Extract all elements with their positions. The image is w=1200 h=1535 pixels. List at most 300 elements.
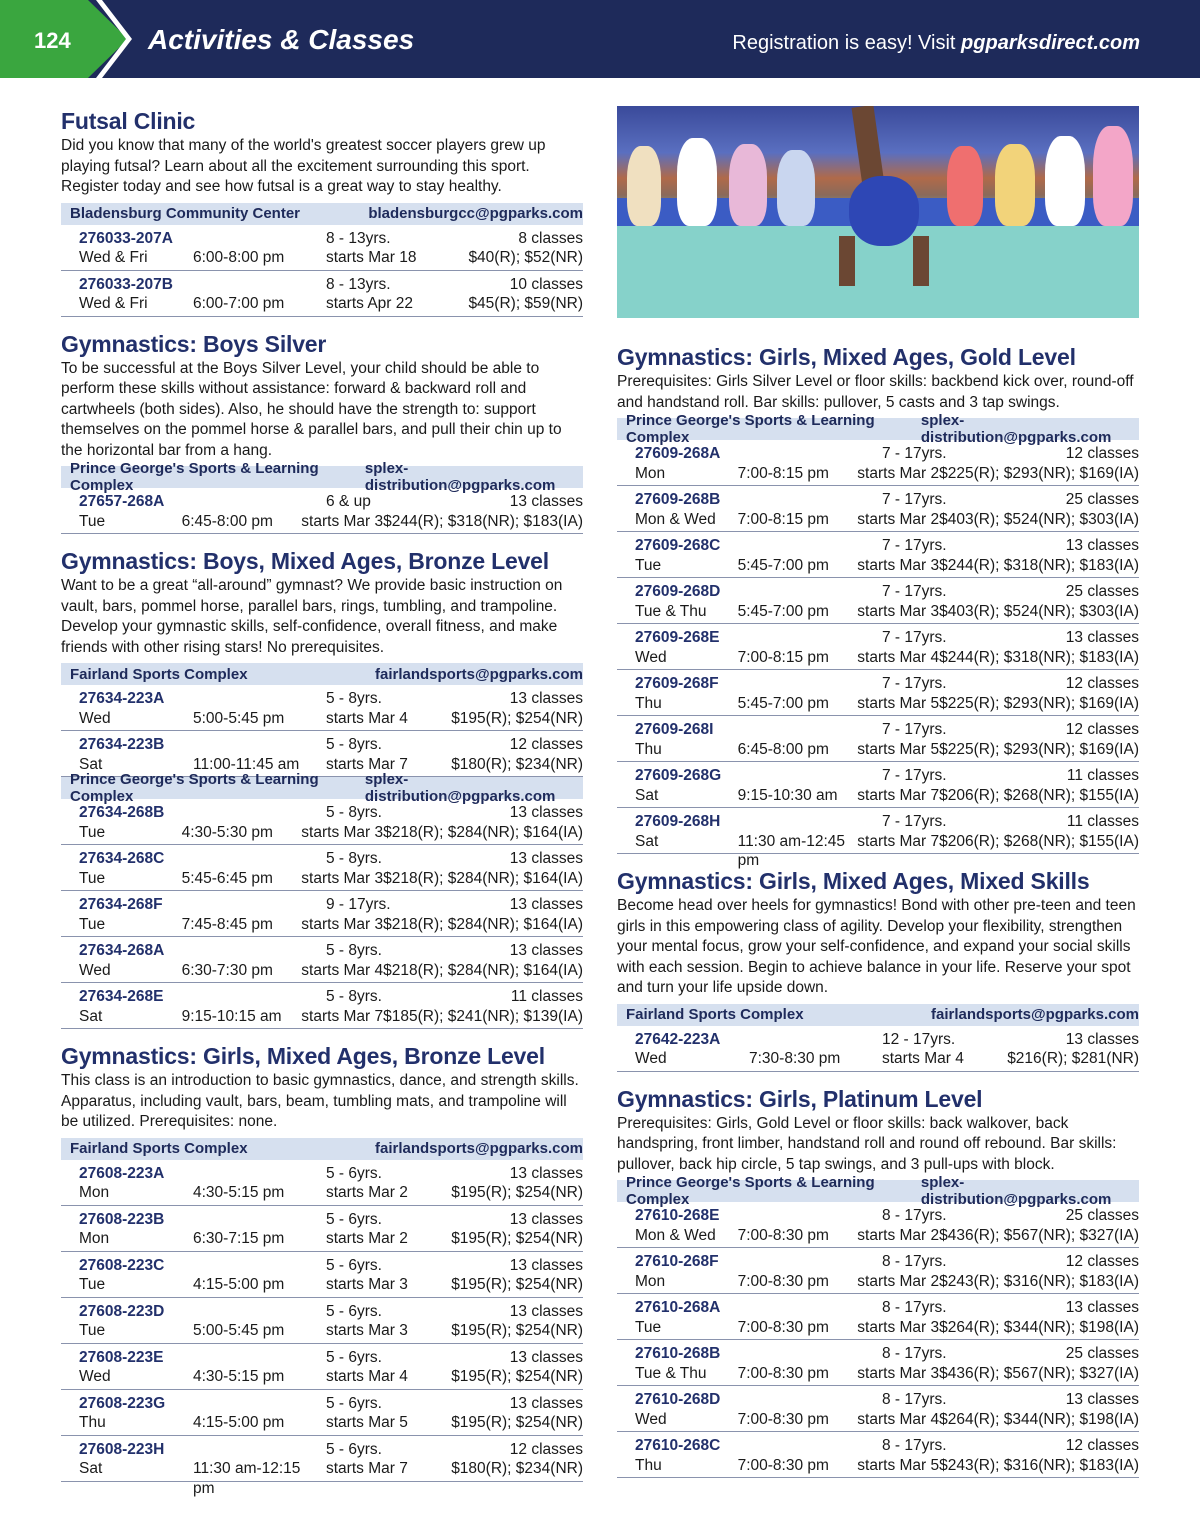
- class-start-date: starts Mar 3: [857, 556, 940, 574]
- class-count: 12 classes: [509, 1440, 583, 1458]
- class-row-line2: [79, 1413, 583, 1433]
- location-name: Prince George's Sports & Learning Complex: [626, 1174, 875, 1208]
- class-time: 7:00-8:30 pm: [737, 1272, 829, 1290]
- class-code[interactable]: 27642-223A: [635, 1030, 721, 1048]
- kid-shape: [1093, 126, 1133, 226]
- kid-shape: [947, 146, 983, 226]
- class-time: 4:30-5:15 pm: [193, 1184, 285, 1201]
- class-day: Sat: [635, 786, 659, 804]
- class-time: 7:00-8:15 pm: [737, 648, 829, 666]
- location-email-link[interactable]: splex-distribution@pgparks.com: [920, 412, 1112, 446]
- class-row-line2: [79, 294, 583, 314]
- class-code[interactable]: 27610-268C: [635, 1437, 721, 1454]
- class-row: [617, 808, 1139, 869]
- location-email-link[interactable]: splex-distribution@pgparks.com: [364, 460, 556, 494]
- class-count: 25 classes: [1065, 1345, 1139, 1362]
- class-row-line1: [79, 849, 583, 869]
- class-fee: $403(R); $524(NR); $303(IA): [939, 602, 1139, 620]
- class-fee: $195(R); $254(NR): [451, 1276, 583, 1293]
- class-time: 5:00-5:45 pm: [193, 1322, 285, 1339]
- class-time: 9:15-10:15 am: [181, 1007, 282, 1025]
- class-row-line2: [635, 1272, 1139, 1292]
- location-email-link[interactable]: fairlandsports@pgparks.com: [374, 665, 583, 683]
- class-code[interactable]: 27609-268D: [635, 583, 721, 600]
- class-day: Tue: [635, 1318, 662, 1336]
- class-code[interactable]: 27634-268C: [79, 850, 165, 867]
- class-ages: 8 - 17yrs.: [882, 1253, 947, 1270]
- class-row-line1: [79, 1164, 583, 1184]
- location-name: Prince George's Sports & Learning Complex: [70, 460, 319, 494]
- class-count: 13 classes: [509, 493, 583, 510]
- class-fee: $244(R); $318(NR); $183(IA): [939, 556, 1139, 574]
- class-start-date: starts Mar 4: [301, 961, 384, 979]
- class-code[interactable]: 276033-207A: [79, 229, 173, 247]
- class-row-line2: [79, 1007, 583, 1027]
- class-ages: 8 - 17yrs.: [882, 1207, 947, 1224]
- class-time: 4:15-5:00 pm: [193, 1276, 285, 1293]
- class-time: 7:00-8:30 pm: [737, 1226, 829, 1244]
- class-count: 12 classes: [1065, 1437, 1139, 1454]
- class-start-date: starts Mar 5: [326, 1414, 408, 1431]
- class-fee: $244(R); $318(NR); $183(IA): [383, 512, 583, 530]
- class-ages: 7 - 17yrs.: [882, 767, 947, 784]
- class-fee: $436(R); $567(NR); $327(IA): [939, 1364, 1139, 1382]
- class-time: 11:30 am-12:45 pm: [737, 832, 846, 869]
- class-code[interactable]: 27634-268E: [79, 988, 164, 1005]
- class-code[interactable]: 27610-268E: [635, 1207, 720, 1224]
- program-title: Gymnastics: Girls, Platinum Level: [617, 1085, 983, 1112]
- class-row-line1: [635, 1436, 1139, 1456]
- class-count: 13 classes: [1065, 1391, 1139, 1408]
- class-row: [617, 1386, 1139, 1432]
- class-start-date: starts Mar 2: [857, 464, 940, 482]
- class-ages: 7 - 17yrs.: [882, 675, 947, 692]
- class-start-date: starts Mar 4: [326, 709, 408, 727]
- class-row-line2: [635, 556, 1139, 576]
- class-count: 13 classes: [509, 1302, 583, 1320]
- location-header: [617, 412, 1139, 446]
- class-count: 12 classes: [1065, 445, 1139, 462]
- class-count: 12 classes: [1065, 721, 1139, 738]
- gymnast-arm-shape: [913, 236, 929, 286]
- class-row-line2: [79, 1459, 583, 1498]
- class-day: Wed: [79, 961, 111, 979]
- class-code[interactable]: 27609-268A: [635, 445, 721, 462]
- class-row: [61, 799, 583, 845]
- class-time: 6:45-8:00 pm: [737, 740, 829, 758]
- class-row: [61, 937, 583, 983]
- class-fee: $243(R); $316(NR); $183(IA): [939, 1272, 1139, 1290]
- class-count: 13 classes: [509, 942, 583, 959]
- class-code[interactable]: 27609-268E: [635, 629, 720, 646]
- class-fee: $195(R); $254(NR): [451, 709, 583, 727]
- class-row: [617, 762, 1139, 808]
- class-day: Thu: [635, 740, 662, 758]
- class-start-date: starts Mar 5: [857, 740, 940, 758]
- class-code[interactable]: 27608-223B: [79, 1210, 165, 1228]
- class-day: Tue: [79, 1276, 106, 1293]
- class-code[interactable]: 27609-268H: [635, 813, 721, 830]
- location-email-link[interactable]: fairlandsports@pgparks.com: [930, 1006, 1139, 1023]
- kid-shape: [1045, 136, 1085, 226]
- class-row: [61, 225, 583, 271]
- class-time: 7:00-8:15 pm: [737, 464, 829, 482]
- class-ages: 5 - 8yrs.: [326, 850, 382, 867]
- registration-prefix: Registration is easy! Visit: [732, 32, 962, 54]
- class-row: [617, 1294, 1139, 1340]
- program-title: Gymnastics: Boys Silver: [61, 330, 327, 357]
- class-day: Tue: [79, 1322, 106, 1339]
- program-block: [617, 1086, 1139, 1479]
- class-code[interactable]: 27634-268F: [79, 896, 163, 913]
- class-row: [61, 488, 583, 534]
- class-ages: 7 - 17yrs.: [882, 445, 947, 462]
- class-count: 13 classes: [509, 1164, 583, 1182]
- class-row-line1: [79, 1348, 583, 1368]
- class-ages: 7 - 17yrs.: [882, 813, 947, 830]
- class-row-line2: [635, 1226, 1139, 1246]
- class-start-date: starts Mar 3: [301, 512, 384, 530]
- class-start-date: starts Mar 4: [882, 1050, 964, 1067]
- program-title: Gymnastics: Girls, Mixed Ages, Mixed Skills: [617, 868, 1090, 894]
- class-time: 6:30-7:30 pm: [181, 961, 273, 979]
- class-row: [61, 1390, 583, 1436]
- program-title: Futsal Clinic: [61, 108, 196, 134]
- class-start-date: starts Mar 3: [301, 823, 384, 841]
- class-row: [61, 1252, 583, 1298]
- class-ages: 5 - 8yrs.: [326, 942, 382, 959]
- class-fee: $218(R); $284(NR); $164(IA): [383, 961, 583, 979]
- class-fee: $218(R); $284(NR); $164(IA): [383, 823, 583, 841]
- class-day: Wed: [635, 648, 667, 666]
- class-start-date: starts Mar 3: [857, 1318, 940, 1336]
- kid-shape: [777, 150, 815, 226]
- class-ages: 7 - 17yrs.: [882, 491, 947, 508]
- program-description: To be successful at the Boys Silver Level, your child should be able to perform these skills without assistance: forward & backward roll and cartwheels (both sides). Also, he should have the strength to: support themselves on the pommel horse & parallel bars, and pull their chin up to the horizontal bar from a hang.: [61, 359, 562, 459]
- class-start-date: starts Mar 5: [857, 1456, 940, 1474]
- class-count: 13 classes: [1065, 537, 1139, 554]
- class-row-line2: [79, 1321, 583, 1341]
- class-start-date: starts Mar 4: [857, 1410, 940, 1428]
- class-fee: $180(R); $234(NR): [451, 1460, 583, 1477]
- class-time: 4:15-5:00 pm: [193, 1414, 285, 1431]
- class-time: 9:15-10:30 am: [737, 786, 838, 804]
- class-code[interactable]: 27608-223E: [79, 1348, 164, 1366]
- class-row-line2: [79, 1275, 583, 1295]
- class-code[interactable]: 27609-268C: [635, 537, 721, 554]
- class-row-line1: [635, 1252, 1139, 1272]
- right-column: [617, 106, 1139, 1478]
- class-ages: 12 - 17yrs.: [882, 1030, 956, 1048]
- class-time: 4:30-5:30 pm: [181, 823, 273, 841]
- class-start-date: starts Mar 7: [326, 755, 408, 773]
- class-fee: $225(R); $293(NR); $169(IA): [939, 740, 1139, 758]
- location-name: Fairland Sports Complex: [626, 1006, 804, 1023]
- location-header: [61, 203, 583, 225]
- class-ages: 5 - 6yrs.: [326, 1394, 382, 1412]
- class-start-date: starts Mar 3: [857, 1364, 940, 1382]
- class-ages: 7 - 17yrs.: [882, 721, 947, 738]
- class-fee: $216(R); $281(NR): [1007, 1050, 1139, 1067]
- location-email-link[interactable]: splex-distribution@pgparks.com: [364, 771, 556, 805]
- class-time: 11:00-11:45 am: [193, 755, 300, 773]
- gymnast-body-shape: [849, 176, 919, 246]
- location-name: Fairland Sports Complex: [70, 665, 248, 683]
- class-row-line1: [635, 628, 1139, 648]
- class-day: Wed: [79, 1368, 111, 1385]
- class-ages: 8 - 17yrs.: [882, 1437, 947, 1454]
- class-fee: $185(R); $241(NR); $139(IA): [383, 1007, 583, 1025]
- class-row-line2: [79, 709, 583, 729]
- class-row: [61, 1160, 583, 1206]
- class-day: Sat: [635, 832, 659, 850]
- class-code[interactable]: 27610-268D: [635, 1391, 721, 1408]
- class-row-line1: [635, 1030, 1139, 1050]
- class-time: 7:30-8:30 pm: [749, 1050, 841, 1067]
- class-time: 4:30-5:15 pm: [193, 1368, 285, 1385]
- location-name: Fairland Sports Complex: [70, 1140, 248, 1157]
- class-code[interactable]: 276033-207B: [79, 275, 173, 293]
- class-code[interactable]: 27608-223C: [79, 1256, 165, 1274]
- class-row: [617, 624, 1139, 670]
- class-time: 5:00-5:45 pm: [193, 709, 285, 727]
- class-fee: $206(R); $268(NR); $155(IA): [939, 786, 1139, 804]
- class-ages: 7 - 17yrs.: [882, 537, 947, 554]
- class-row-line2: [79, 1183, 583, 1203]
- location-header: [617, 1004, 1139, 1026]
- class-start-date: starts Mar 2: [857, 1272, 940, 1290]
- class-fee: $218(R); $284(NR); $164(IA): [383, 869, 583, 887]
- class-ages: 5 - 8yrs.: [326, 690, 382, 707]
- class-fee: $218(R); $284(NR); $164(IA): [383, 915, 583, 933]
- class-day: Tue: [79, 869, 106, 887]
- class-code[interactable]: 27608-223D: [79, 1302, 165, 1320]
- class-day: Tue: [635, 556, 662, 574]
- class-code[interactable]: 27609-268I: [635, 721, 714, 738]
- class-row-line1: [79, 229, 583, 249]
- class-count: 13 classes: [509, 690, 583, 707]
- class-count: 13 classes: [509, 850, 583, 867]
- program-description: Prerequisites: Girls Silver Level or floor skills: backbend kick over, round-off and handstand roll. Bar skills: pullover, 5 casts and 3 tap swings.: [617, 373, 1134, 411]
- class-row: [61, 845, 583, 891]
- class-count: 12 classes: [1065, 1253, 1139, 1270]
- class-code[interactable]: 27609-268G: [635, 767, 722, 784]
- class-row-line2: [635, 510, 1139, 530]
- class-row-line2: [635, 1456, 1139, 1476]
- location-name: Bladensburg Community Center: [70, 205, 301, 222]
- class-ages: 6 & up: [326, 493, 371, 510]
- class-ages: 5 - 6yrs.: [326, 1164, 382, 1182]
- class-ages: 5 - 8yrs.: [326, 736, 382, 753]
- class-row: [61, 685, 583, 731]
- class-row: [61, 983, 583, 1029]
- class-time: 7:00-8:30 pm: [737, 1410, 829, 1428]
- class-code[interactable]: 27610-268B: [635, 1345, 721, 1362]
- class-code[interactable]: 27634-268A: [79, 942, 165, 959]
- class-code[interactable]: 27657-268A: [79, 493, 165, 510]
- class-row-line1: [635, 674, 1139, 694]
- class-time: 5:45-7:00 pm: [737, 556, 829, 574]
- class-fee: $264(R); $344(NR); $198(IA): [939, 1318, 1139, 1336]
- class-row-line1: [79, 895, 583, 915]
- class-code[interactable]: 27634-223B: [79, 736, 165, 753]
- class-fee: $225(R); $293(NR); $169(IA): [939, 694, 1139, 712]
- class-row-line1: [79, 803, 583, 823]
- class-count: 11 classes: [510, 988, 583, 1005]
- class-row: [617, 578, 1139, 624]
- class-code[interactable]: 27609-268F: [635, 675, 719, 692]
- location-header: [61, 460, 583, 494]
- program-title: Gymnastics: Girls, Mixed Ages, Gold Level: [617, 344, 1076, 370]
- class-row-line1: [635, 812, 1139, 832]
- class-count: 12 classes: [509, 736, 583, 753]
- class-row-line1: [79, 735, 583, 755]
- class-ages: 5 - 6yrs.: [326, 1348, 382, 1366]
- class-start-date: starts Mar 7: [857, 832, 940, 850]
- class-time: 7:00-8:30 pm: [737, 1456, 829, 1474]
- class-ages: 5 - 6yrs.: [326, 1440, 382, 1458]
- class-fee: $40(R); $52(NR): [468, 249, 583, 266]
- class-row: [617, 532, 1139, 578]
- location-email-link[interactable]: bladensburgcc@pgparks.com: [368, 205, 583, 222]
- class-day: Wed & Fri: [79, 295, 148, 312]
- left-column: [61, 108, 583, 1497]
- class-start-date: starts Mar 3: [857, 602, 940, 620]
- class-fee: $244(R); $318(NR); $183(IA): [939, 648, 1139, 666]
- class-row-line1: [79, 1302, 583, 1322]
- class-start-date: starts Mar 7: [301, 1007, 384, 1025]
- class-row: [617, 1340, 1139, 1386]
- class-time: 6:30-7:15 pm: [193, 1230, 285, 1247]
- class-day: Wed & Fri: [79, 249, 148, 266]
- class-fee: $195(R); $254(NR): [451, 1414, 583, 1431]
- class-code[interactable]: 27609-268B: [635, 491, 721, 508]
- class-row-line1: [79, 275, 583, 295]
- program-description: Become head over heels for gymnastics! Bond with other pre-teen and teen girls in this empowering class of agility. Develop your flexibility, strengthen your mental focus, grow your self-confidence, and expand your social skills with each session. Begin to achieve balance in your life. Reserve your spot and turn your life upside down.: [617, 897, 1136, 996]
- class-row: [617, 440, 1139, 486]
- class-day: Thu: [635, 1456, 662, 1474]
- class-code[interactable]: 27608-223G: [79, 1394, 166, 1412]
- program-title: Gymnastics: Girls, Mixed Ages, Bronze Level: [61, 1043, 545, 1069]
- class-time: 7:00-8:30 pm: [737, 1318, 829, 1336]
- class-fee: $180(R); $234(NR): [451, 755, 583, 773]
- class-row-line1: [79, 987, 583, 1007]
- class-row-line2: [79, 248, 583, 268]
- class-ages: 7 - 17yrs.: [882, 583, 947, 600]
- class-row-line2: [635, 832, 1139, 871]
- program-block: [61, 1043, 583, 1497]
- section-title: Activities & Classes: [148, 24, 415, 55]
- location-email-link[interactable]: splex-distribution@pgparks.com: [920, 1174, 1112, 1208]
- class-start-date: starts Mar 5: [857, 694, 940, 712]
- class-count: 25 classes: [1065, 1207, 1139, 1224]
- class-row-line2: [79, 1229, 583, 1249]
- class-ages: 8 - 13yrs.: [326, 275, 391, 293]
- class-row: [617, 1026, 1139, 1072]
- class-ages: 5 - 6yrs.: [326, 1210, 382, 1228]
- class-ages: 7 - 17yrs.: [882, 629, 947, 646]
- page-header: [0, 0, 1200, 78]
- class-count: 25 classes: [1065, 583, 1139, 600]
- program-description: Did you know that many of the world's greatest soccer players grew up playing futsal? Learn about all the excitement surrounding this sport. Register today and see how futsal is a great way to stay healthy.: [61, 137, 546, 195]
- class-code[interactable]: 27608-223H: [79, 1440, 165, 1458]
- class-code[interactable]: 27610-268F: [635, 1253, 719, 1270]
- location-name: Prince George's Sports & Learning Complex: [70, 771, 319, 805]
- location-header: [61, 1138, 583, 1160]
- class-row-line1: [635, 766, 1139, 786]
- class-count: 13 classes: [509, 804, 583, 821]
- location-email-link[interactable]: fairlandsports@pgparks.com: [374, 1140, 583, 1157]
- class-fee: $195(R); $254(NR): [451, 1368, 583, 1385]
- program-title: Gymnastics: Boys, Mixed Ages, Bronze Level: [61, 548, 549, 574]
- class-day: Thu: [79, 1414, 106, 1431]
- location-name: Prince George's Sports & Learning Complex: [626, 412, 875, 446]
- class-row-line2: [635, 648, 1139, 668]
- class-row: [617, 1248, 1139, 1294]
- class-day: Wed: [635, 1410, 667, 1428]
- class-count: 13 classes: [1065, 1299, 1139, 1316]
- class-row-line1: [79, 1256, 583, 1276]
- class-start-date: starts Mar 18: [326, 249, 417, 266]
- class-code[interactable]: 27608-223A: [79, 1164, 165, 1182]
- class-day: Tue: [79, 512, 106, 530]
- class-row-line1: [635, 1344, 1139, 1364]
- class-row-line1: [635, 582, 1139, 602]
- class-ages: 5 - 8yrs.: [326, 988, 382, 1005]
- class-day: Mon: [79, 1184, 110, 1201]
- class-row-line2: [635, 464, 1139, 484]
- class-row-line1: [635, 1390, 1139, 1410]
- class-ages: 8 - 17yrs.: [882, 1391, 947, 1408]
- class-code[interactable]: 27634-223A: [79, 690, 165, 707]
- class-time: 7:00-8:15 pm: [737, 510, 829, 528]
- class-ages: 8 - 17yrs.: [882, 1345, 947, 1362]
- location-header: [617, 1174, 1139, 1208]
- class-start-date: starts Mar 4: [326, 1368, 408, 1385]
- class-day: Sat: [79, 1460, 103, 1477]
- class-ages: 5 - 6yrs.: [326, 1256, 382, 1274]
- class-day: Mon: [635, 1272, 666, 1290]
- class-time: 6:00-7:00 pm: [193, 295, 285, 312]
- registration-link[interactable]: pgparksdirect.com: [961, 32, 1140, 54]
- class-code[interactable]: 27610-268A: [635, 1299, 721, 1316]
- class-row-line2: [635, 1364, 1139, 1384]
- class-row: [61, 271, 583, 317]
- program-block: [61, 108, 583, 317]
- class-row-line1: [79, 1210, 583, 1230]
- class-day: Wed: [79, 709, 111, 727]
- class-row-line2: [635, 740, 1139, 760]
- class-code[interactable]: 27634-268B: [79, 804, 165, 821]
- class-day: Mon & Wed: [635, 510, 716, 528]
- class-count: 13 classes: [509, 1394, 583, 1412]
- class-day: Sat: [79, 755, 103, 773]
- class-row-line2: [635, 602, 1139, 622]
- kid-shape: [729, 144, 767, 226]
- class-count: 25 classes: [1065, 491, 1139, 508]
- class-row-line1: [635, 1206, 1139, 1226]
- class-row-line2: [79, 823, 583, 843]
- class-row-line1: [79, 492, 583, 512]
- class-time: 7:00-8:30 pm: [737, 1364, 829, 1382]
- kid-shape: [995, 144, 1035, 226]
- class-day: Tue & Thu: [635, 1364, 707, 1382]
- class-row: [61, 1436, 583, 1497]
- class-time: 7:45-8:45 pm: [181, 915, 273, 933]
- class-count: 11 classes: [1066, 767, 1139, 784]
- class-day: Tue: [79, 915, 106, 933]
- class-time: 5:45-7:00 pm: [737, 694, 829, 712]
